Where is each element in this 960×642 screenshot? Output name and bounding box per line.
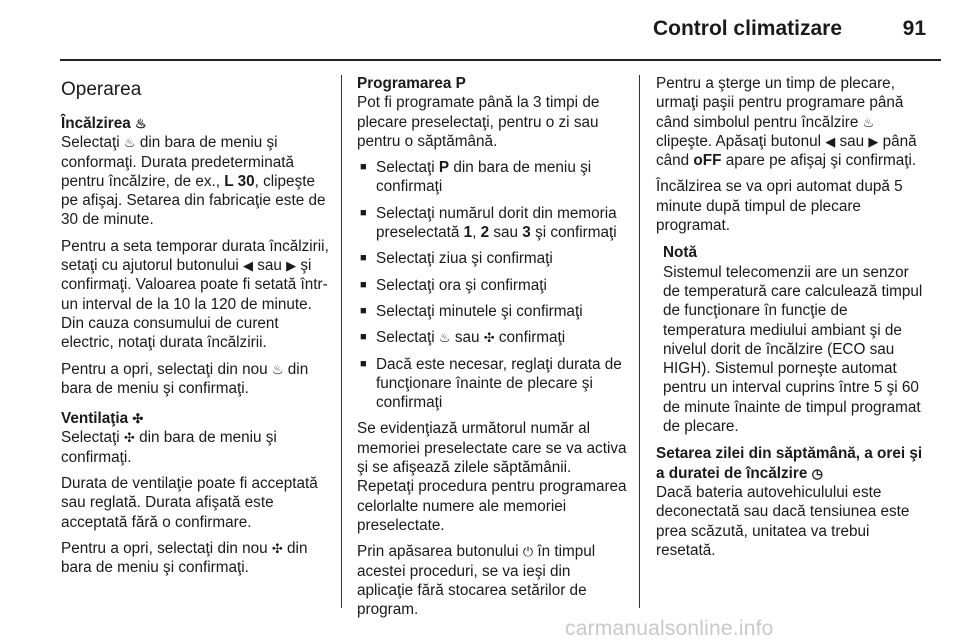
list-item: ■ Selectaţi numărul dorit din memoria preselectată 1, 2 sau 3 şi confirmaţi	[360, 204, 617, 242]
left-arrow-icon: ◀	[825, 133, 836, 149]
programming-paragraph-1: Se evidenţiază următorul număr al memoriei preselectate care se va activa şi se afişează zilele săptămânii. Repetaţi procedura pentru programarea celorlalte numere ale memoriei preselectate.	[357, 420, 627, 534]
heating-paragraph-3: Pentru a opri, selectaţi din nou ♨ din bara de meniu şi confirmaţi.	[61, 360, 309, 397]
fan-icon: ✣	[132, 411, 144, 427]
ventilation-paragraph-3: Pentru a opri, selectaţi din nou ✣ din bara de meniu şi confirmaţi.	[61, 539, 308, 577]
power-button-icon: ⏻	[522, 544, 534, 560]
heating-section	[61, 114, 329, 398]
list-item: ■ Selectaţi ziua şi confirmaţi	[360, 250, 553, 268]
fan-icon: ✣	[483, 330, 495, 346]
header-rule	[60, 59, 941, 61]
delete-paragraph: Pentru a şterge un timp de plecare, urmaţi paşii pentru programare până când simbolul pentru încălzire ♨ clipeşte. Apăsaţi butonul ◀ sau ▶ până când oFF apare pe afişaj şi confirmaţi.	[656, 75, 917, 170]
heating-title: Încălzirea ♨	[61, 115, 147, 132]
auto-stop-paragraph: Încălzirea se va opri automat după 5 minute după timpul de plecare programat.	[656, 178, 903, 235]
programming-steps	[357, 158, 629, 412]
programming-title: Programarea P	[357, 75, 466, 92]
page-title: Control climatizare	[652, 17, 842, 40]
note-text: Sistemul telecomenzii are un senzor de temperatură care calculează timpul de funcţionare în funcţie de temperatura mediului ambiant şi de nivelul dorit de încălzire (ECO sau HIGH). Sistemul porneşte automat pentru un interval cuprins între 5 şi 60 de minute înainte de timpul programat de plecare.	[663, 263, 923, 436]
column-3	[656, 74, 928, 567]
watermark: carmanualsonline.info	[565, 617, 774, 640]
list-item: ■ Selectaţi ora şi confirmaţi	[360, 276, 547, 294]
heating-icon: ♨	[438, 330, 451, 346]
list-item: ■ Selectaţi minutele şi confirmaţi	[360, 302, 583, 320]
heating-icon: ♨	[123, 135, 136, 151]
heating-paragraph-1: Selectaţi ♨ din bara de meniu şi conformaţi. Durata predeterminată pentru încălzire, de ex., L 30, clipeşte pe afişaj. Setarea din fabricaţie este de 30 de minute.	[61, 134, 326, 229]
right-arrow-icon: ▶	[286, 258, 297, 274]
column-divider-1	[341, 75, 342, 608]
ventilation-paragraph-2: Durata de ventilaţie poate fi acceptată sau reglată. Durata afişată este acceptată fără o confirmare.	[61, 475, 318, 531]
section-heading-operarea: Operarea	[61, 79, 142, 100]
note-title: Notă	[663, 244, 697, 262]
heating-icon: ♨	[271, 361, 284, 377]
clock-icon: ◷	[811, 465, 823, 481]
page-number: 91	[902, 17, 926, 40]
fan-icon: ✣	[123, 430, 135, 446]
list-item: ■ Dacă este necesar, reglaţi durata de funcţionare înainte de plecare şi confirmaţi	[360, 355, 622, 412]
programming-intro: Pot fi programate până la 3 timpi de plecare preselectaţi, pentru o zi sau pentru o săptămână.	[357, 94, 600, 150]
heating-paragraph-2: Pentru a seta temporar durata încălzirii, setaţi cu ajutorul butonului ◀ sau ▶ şi confirmaţi. Valoarea poate fi setată într-un interval de la 10 la 120 de minute. Din cauza consumului de curent electric, notaţi durata încălzirii.	[61, 237, 329, 352]
setting-text: Dacă bateria autovehiculului este deconectată sau dacă tensiunea este prea scăzută, unitatea va trebui resetată.	[656, 483, 910, 559]
heating-icon: ♨	[862, 114, 875, 130]
right-arrow-icon: ▶	[868, 133, 879, 149]
note-box	[663, 243, 928, 436]
column-divider-2	[639, 75, 640, 608]
column-1	[61, 74, 329, 589]
programming-paragraph-2: Prin apăsarea butonului ⏻ în timpul acestei proceduri, se va ieşi din aplicaţie fără stocarea setărilor de program.	[357, 543, 596, 619]
fan-icon: ✣	[271, 540, 283, 556]
list-item: ■ Selectaţi P din bara de meniu şi confirmaţi	[360, 159, 592, 196]
ventilation-title: Ventilaţia ✣	[61, 410, 144, 428]
column-2	[357, 74, 629, 626]
left-arrow-icon: ◀	[242, 258, 253, 274]
ventilation-section	[61, 409, 329, 577]
heating-icon: ♨	[134, 116, 147, 131]
setting-title: Setarea zilei din săptămână, a orei şi a duratei de încălzire ◷	[656, 445, 923, 482]
page-header	[0, 0, 960, 60]
list-item: ■ Selectaţi ♨ sau ✣ confirmaţi	[360, 329, 566, 347]
ventilation-paragraph-1: Selectaţi ✣ din bara de meniu şi confirmaţi.	[61, 429, 277, 466]
